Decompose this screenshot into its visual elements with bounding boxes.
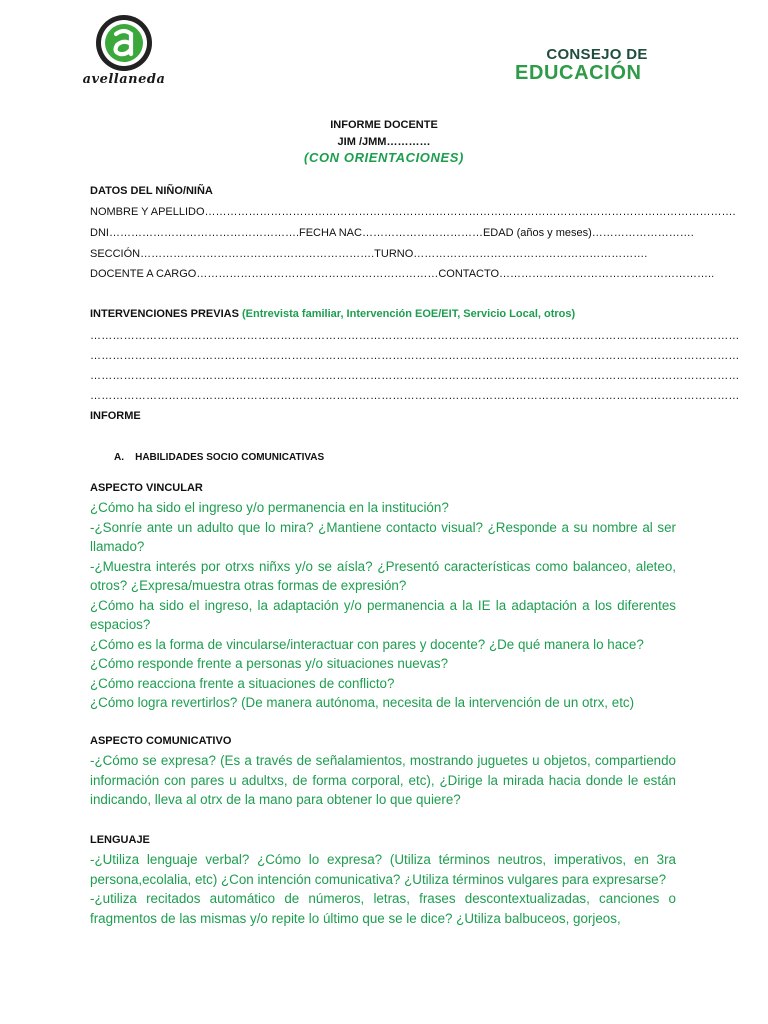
vincular-paragraph: ¿Cómo ha sido el ingreso, la adaptación y/o permanencia a la IE la adaptación a los diferentes espacios? — [90, 597, 676, 632]
section-a-heading: A. HABILIDADES SOCIO COMUNICATIVAS — [114, 452, 325, 463]
dotted-line: ………………………………………………………………………………………………………………………………………………………… — [90, 330, 740, 342]
lenguaje-paragraph: -¿Utiliza lenguaje verbal? ¿Cómo lo expresa? (Utiliza términos neutros, imperativos, en 3ra persona,ecolalia, etc) ¿Con intención comunicativa? ¿Utiliza términos vulgares para expresarse? — [90, 852, 676, 887]
vincular-paragraph: -¿Sonríe ante un adulto que lo mira? ¿Mantiene contacto visual? ¿Responde a su nombre al ser llamado? — [90, 519, 676, 554]
intervenciones-row — [90, 308, 575, 320]
consejo-educacion-logo — [515, 47, 665, 84]
vincular-paragraph: ¿Cómo ha sido el ingreso y/o permanencia en la institución? — [90, 500, 449, 515]
avellaneda-logo-icon — [82, 14, 166, 74]
avellaneda-logo — [82, 14, 166, 90]
vincular-paragraph: ¿Cómo es la forma de vincularse/interactuar con pares y docente? ¿De qué manera lo hace? — [90, 636, 644, 652]
comunicativo-paragraph: -¿Cómo se expresa? (Es a través de señalamientos, mostrando juguetes u objetos, compartiendo información con pares u adultxs, de forma corporal, etc), ¿Dirige la mirada hacia donde le están indicando, lleva al otrx de la mano para obtener lo que quiere? — [90, 753, 676, 807]
vincular-paragraph: ¿Cómo responde frente a personas y/o situaciones nuevas? — [90, 656, 449, 671]
vincular-paragraph: -¿Muestra interés por otrxs niñxs y/o se aísla? ¿Presentó características como balanceo, aleteo, otros? ¿Expresa/muestra otras formas de expresión? — [90, 558, 676, 593]
field-nombre: NOMBRE Y APELLIDO………………………………………………………………………………………………………………………………. — [90, 206, 736, 218]
comunicativo-body — [90, 751, 676, 810]
intervenciones-heading: INTERVENCIONES PREVIAS — [90, 308, 239, 320]
logo-right-top: CONSEJO DE — [546, 46, 648, 63]
logo-right-bottom: EDUCACIÓN — [515, 62, 642, 84]
lenguaje-heading: LENGUAJE — [90, 834, 150, 846]
datos-heading: DATOS DEL NIÑO/NIÑA — [90, 185, 213, 197]
doc-title: INFORME DOCENTE — [330, 119, 438, 131]
vincular-body — [90, 498, 676, 713]
doc-subtitle: JIM /JMM………… — [337, 136, 431, 148]
field-docente-contacto: DOCENTE A CARGO…………………………………………………………CONTACTO………………………………………………….. — [90, 268, 715, 280]
dotted-line: ………………………………………………………………………………………………………………………………………………………… — [90, 370, 740, 382]
field-seccion-turno: SECCIÓN……………………………………………………….TURNO………………………………………………………. — [90, 248, 648, 260]
vincular-heading: ASPECTO VINCULAR — [90, 482, 203, 494]
comunicativo-heading: ASPECTO COMUNICATIVO — [90, 735, 232, 747]
intervenciones-hint: (Entrevista familiar, Intervención EOE/EIT, Servicio Local, otros) — [242, 308, 576, 320]
lenguaje-paragraph: -¿utiliza recitados automático de números, letras, frases descontextualizadas, canciones o fragmentos de las mismas y/o repite lo último que se le dice? ¿Utiliza balbuceos, gorjeos, — [90, 891, 676, 926]
logo-left-text: avellaneda — [82, 72, 166, 87]
vincular-paragraph: ¿Cómo logra revertirlos? (De manera autónoma, necesita de la intervención de un otrx, etc) — [90, 695, 635, 710]
lenguaje-body — [90, 850, 676, 928]
dotted-line: ………………………………………………………………………………………………………………………………………………………… — [90, 350, 740, 362]
doc-orientaciones: (CON ORIENTACIONES) — [304, 150, 464, 165]
field-dni-fecha-edad: DNI…………………………………………….FECHA NAC……………………………EDAD (años y meses)………………………. — [90, 227, 694, 239]
informe-heading: INFORME — [90, 410, 141, 422]
vincular-paragraph: ¿Cómo reacciona frente a situaciones de conflicto? — [90, 675, 395, 691]
dotted-line: ………………………………………………………………………………………………………………………………………………………… — [90, 390, 740, 402]
